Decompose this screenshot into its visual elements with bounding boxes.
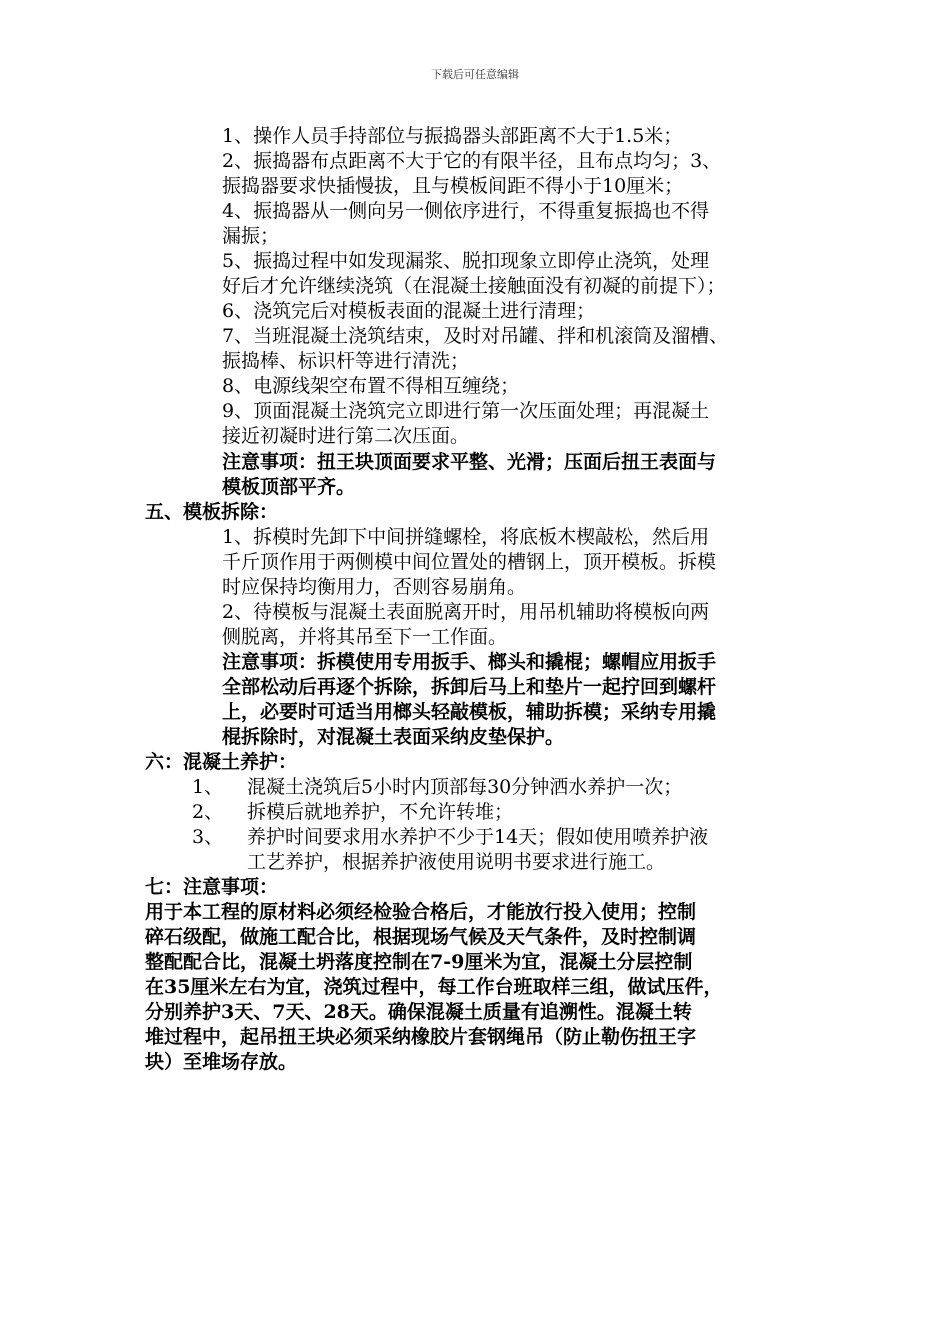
list-item: 好后才允许继续浇筑（在混凝土接触面没有初凝的前提下）； xyxy=(222,275,726,297)
paragraph-line: 堆过程中，起吊扭王块必须采纳橡胶片套钢绳吊（防止勒伤扭王字 xyxy=(145,1026,697,1048)
list-item: 侧脱离，并将其吊至下一工作面。 xyxy=(222,626,508,648)
list-item: 振捣棒、标识杆等进行清洗； xyxy=(222,350,470,372)
note-line: 全部松动后再逐个拆除，拆卸后马上和垫片一起拧回到螺杆 xyxy=(222,676,717,698)
list-item-continuation: 工艺养护，根据养护液使用说明书要求进行施工。 xyxy=(247,851,666,873)
note-line: 注意事项：扭王块顶面要求平整、光滑；压面后扭王表面与 xyxy=(222,451,717,473)
note-line: 模板顶部平齐。 xyxy=(222,476,356,498)
paragraph-line: 块）至堆场存放。 xyxy=(145,1051,298,1073)
list-item: 时应保持均衡用力，否则容易崩角。 xyxy=(222,576,527,598)
list-item: 混凝土浇筑后5小时内顶部每30分钟洒水养护一次； xyxy=(247,776,683,798)
section-heading: 六：混凝土养护： xyxy=(145,751,298,773)
list-item: 漏振； xyxy=(222,225,280,247)
note-line: 上，必要时可适当用榔头轻敲模板，辅助拆模；采纳专用撬 xyxy=(222,701,717,723)
paragraph-line: 在35厘米左右为宜，浇筑过程中，每工作台班取样三组，做试压件， xyxy=(145,976,723,998)
list-item-number: 2、 xyxy=(192,801,224,823)
list-item: 9、顶面混凝土浇筑完立即进行第一次压面处理；再混凝土 xyxy=(222,400,710,422)
list-item: 接近初凝时进行第二次压面。 xyxy=(222,425,470,447)
page-header: 下载后可任意编辑 xyxy=(431,68,519,81)
list-item: 振捣器要求快插慢拔，且与模板间距不得小于10厘米； xyxy=(222,175,684,197)
paragraph-line: 用于本工程的原材料必须经检验合格后，才能放行投入使用；控制 xyxy=(145,901,697,923)
list-item: 5、振捣过程中如发现漏浆、脱扣现象立即停止浇筑，处理 xyxy=(222,250,710,272)
list-item: 千斤顶作用于两侧模中间位置处的槽钢上，顶开模板。拆模 xyxy=(222,551,717,573)
list-item-number: 3、 xyxy=(192,826,224,848)
list-item: 1、操作人员手持部位与振捣器头部距离不大于1.5米； xyxy=(222,125,683,147)
list-item: 6、浇筑完后对模板表面的混凝土进行清理； xyxy=(222,300,596,322)
list-item: 2、待模板与混凝土表面脱离开时，用吊机辅助将模板向两 xyxy=(222,601,710,623)
note-line: 注意事项：拆模使用专用扳手、榔头和撬棍；螺帽应用扳手 xyxy=(222,651,717,673)
list-item: 8、电源线架空布置不得相互缠绕； xyxy=(222,375,520,397)
list-item: 1、拆模时先卸下中间拼缝螺栓，将底板木楔敲松，然后用 xyxy=(222,526,710,548)
section-heading: 七：注意事项： xyxy=(145,876,279,898)
list-item: 4、振捣器从一侧向另一侧依序进行，不得重复振捣也不得 xyxy=(222,200,710,222)
paragraph-line: 碎石级配，做施工配合比，根据现场气候及天气条件，及时控制调 xyxy=(145,926,697,948)
list-item: 养护时间要求用水养护不少于14天；假如使用喷养护液 xyxy=(247,826,709,848)
paragraph-line: 整配配合比，混凝土坍落度控制在7-9厘米为宜，混凝土分层控制 xyxy=(145,951,693,973)
list-item: 拆模后就地养护，不允许转堆； xyxy=(247,801,514,823)
list-item: 2、振捣器布点距离不大于它的有限半径，且布点均匀；3、 xyxy=(222,150,722,172)
section-heading: 五、模板拆除： xyxy=(145,501,279,523)
paragraph-line: 分别养护3天、7天、28天。确保混凝土质量有追溯性。混凝土转 xyxy=(145,1001,692,1023)
list-item: 7、当班混凝土浇筑结束，及时对吊罐、拌和机滚筒及溜槽、 xyxy=(222,325,729,347)
list-item-number: 1、 xyxy=(192,776,224,798)
note-line: 棍拆除时，对混凝土表面采纳皮垫保护。 xyxy=(222,726,565,748)
